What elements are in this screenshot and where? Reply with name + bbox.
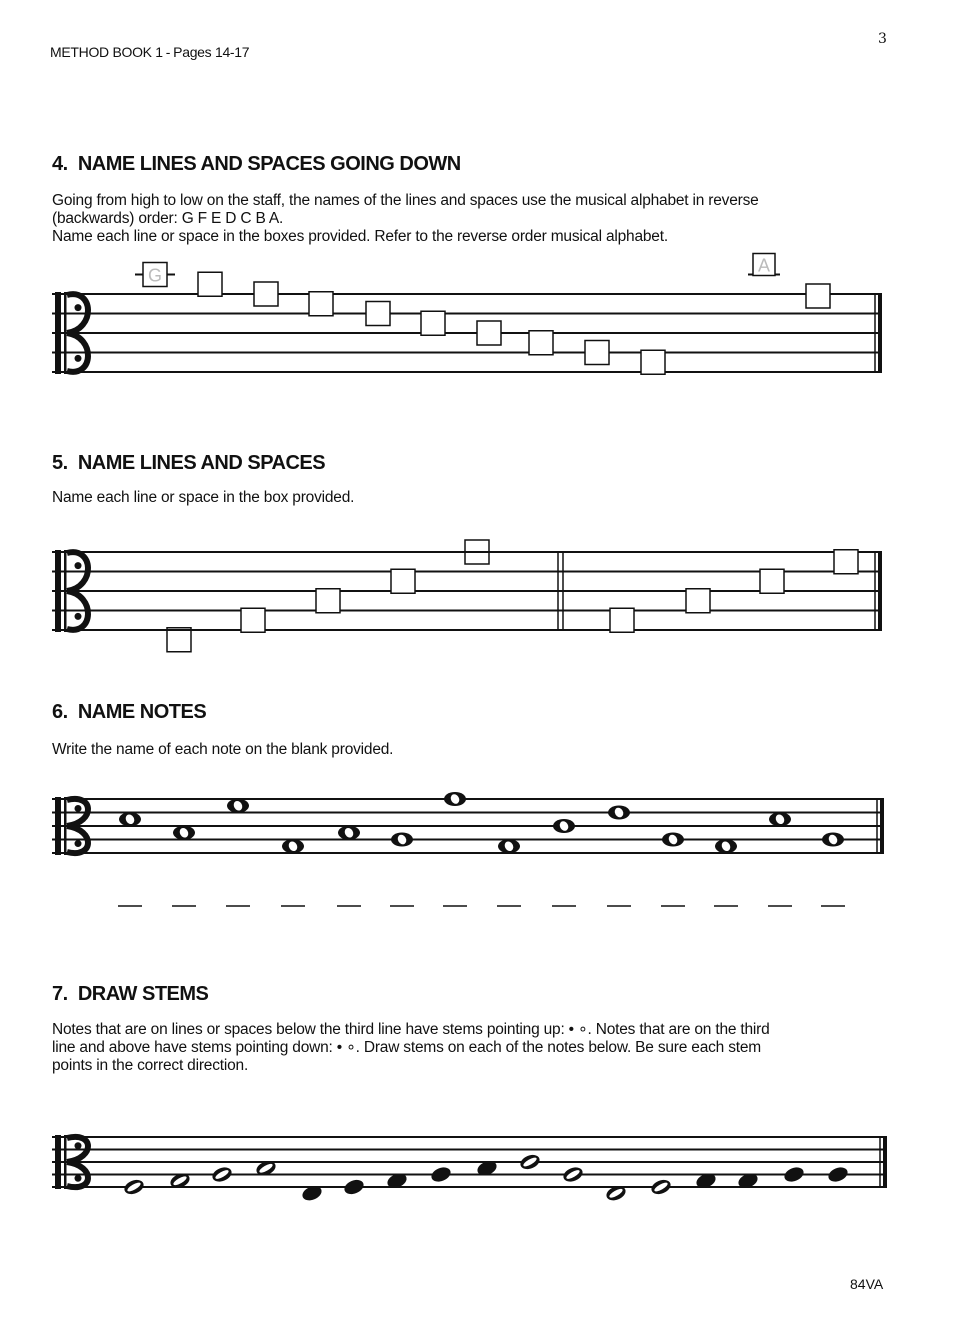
whole-note <box>338 826 360 840</box>
answer-box <box>391 569 415 593</box>
whole-note <box>444 792 466 806</box>
note-head <box>342 1177 365 1197</box>
whole-note <box>282 839 304 853</box>
answer-box <box>641 350 665 374</box>
answer-box-frame <box>806 284 830 308</box>
answer-box <box>585 341 609 365</box>
final-barline-thick <box>883 1137 887 1187</box>
section-7-title: DRAW STEMS <box>77 983 209 1005</box>
answer-box-frame <box>477 321 501 345</box>
footer-code: 84VA <box>850 1276 884 1292</box>
answer-box <box>167 628 191 652</box>
answer-box <box>477 321 501 345</box>
instruction-line: line and above have stems pointing down: • ∘. Draw stems on each of the notes below. Be sure each stem <box>52 1039 762 1056</box>
whole-note <box>662 833 684 847</box>
staff-exercise-5 <box>52 540 882 652</box>
clef-dot <box>75 1142 82 1149</box>
answer-box-frame <box>167 628 191 652</box>
answer-box <box>610 608 634 632</box>
instruction-line: points in the correct direction. <box>52 1057 249 1074</box>
answer-box-frame <box>421 311 445 335</box>
half-notehead <box>561 1165 584 1185</box>
note-head <box>429 1165 452 1185</box>
answer-box <box>309 292 333 316</box>
answer-box <box>421 311 445 335</box>
whole-note <box>769 812 791 826</box>
book-header: METHOD BOOK 1 - Pages 14-17 <box>50 44 250 60</box>
answer-box <box>753 254 775 276</box>
section-4-title: NAME LINES AND SPACES GOING DOWN <box>77 153 461 175</box>
answer-box-frame <box>241 608 265 632</box>
answer-box-frame <box>391 569 415 593</box>
section-6-title: NAME NOTES <box>77 701 207 723</box>
quarter-notehead <box>342 1177 365 1197</box>
half-notehead <box>649 1177 672 1197</box>
clef-dot <box>75 1175 82 1182</box>
answer-box-example-letter: A <box>757 255 771 276</box>
section-5-number: 5. <box>52 452 68 474</box>
section-5-title: NAME LINES AND SPACES <box>77 452 326 474</box>
section-7-number: 7. <box>52 983 68 1005</box>
answer-box-frame <box>610 608 634 632</box>
instruction-line: Name each line or space in the boxes provided. Refer to the reverse order musical alphabet. <box>52 228 668 245</box>
whole-note <box>391 833 413 847</box>
note-head <box>782 1165 805 1185</box>
half-notehead <box>122 1177 145 1197</box>
answer-box <box>241 608 265 632</box>
answer-box <box>366 302 390 326</box>
answer-box <box>834 550 858 574</box>
section-6-number: 6. <box>52 701 68 723</box>
clef-dot <box>75 304 82 311</box>
whole-note <box>227 799 249 813</box>
answer-box-frame <box>529 331 553 355</box>
half-notehead <box>210 1165 233 1185</box>
book-title: METHOD BOOK 1 <box>50 44 163 60</box>
whole-note <box>119 812 141 826</box>
whole-note <box>498 839 520 853</box>
answer-box <box>529 331 553 355</box>
final-barline-thick <box>880 799 884 853</box>
quarter-notehead <box>826 1165 849 1185</box>
instruction-line: Notes that are on lines or spaces below the third line have stems pointing up: • ∘. Notes that are on the third <box>52 1021 770 1038</box>
answer-box-frame <box>686 589 710 613</box>
clef-thin-bar <box>64 797 67 855</box>
page-range: Pages 14-17 <box>173 44 250 60</box>
instruction-line: Write the name of each note on the blank provided. <box>52 741 394 758</box>
whole-note <box>715 839 737 853</box>
answer-box-frame <box>585 341 609 365</box>
whole-note <box>608 806 630 820</box>
answer-box-example-letter: G <box>147 265 163 286</box>
staff-exercise-6 <box>52 792 884 906</box>
answer-box-frame <box>309 292 333 316</box>
section-4-number: 4. <box>52 153 68 175</box>
quarter-notehead <box>429 1165 452 1185</box>
clef-thin-bar <box>64 1135 67 1189</box>
answer-box <box>686 589 710 613</box>
page-number: 3 <box>878 31 887 47</box>
answer-box-frame <box>760 569 784 593</box>
whole-note <box>173 826 195 840</box>
clef-dot <box>75 355 82 362</box>
instruction-line: (backwards) order: G F E D C B A. <box>52 210 284 227</box>
instruction-line: Name each line or space in the box provided. <box>52 489 355 506</box>
answer-box-frame <box>834 550 858 574</box>
staff-exercise-4 <box>52 254 882 375</box>
final-barline-thick <box>878 552 882 630</box>
answer-box-frame <box>254 282 278 306</box>
quarter-notehead <box>782 1165 805 1185</box>
answer-box <box>760 569 784 593</box>
answer-box <box>198 272 222 296</box>
clef-thin-bar <box>64 550 67 632</box>
answer-box-frame <box>366 302 390 326</box>
clef-thick-bar <box>55 292 61 374</box>
half-notehead <box>518 1152 541 1172</box>
whole-note <box>553 819 575 833</box>
staff-exercise-7 <box>52 1135 887 1203</box>
clef-dot <box>75 805 82 812</box>
answer-box <box>143 263 167 287</box>
clef-thick-bar <box>55 550 61 632</box>
clef-thin-bar <box>64 292 67 374</box>
whole-note <box>822 833 844 847</box>
answer-box <box>316 589 340 613</box>
clef-dot <box>75 562 82 569</box>
note-head <box>826 1165 849 1185</box>
answer-box <box>254 282 278 306</box>
final-barline-thick <box>878 294 882 372</box>
instruction-line: Going from high to low on the staff, the names of the lines and spaces use the musical alphabet in reverse <box>52 192 759 209</box>
answer-box <box>806 284 830 308</box>
answer-box-frame <box>198 272 222 296</box>
answer-box-frame <box>641 350 665 374</box>
answer-box-frame <box>316 589 340 613</box>
clef-thick-bar <box>55 1135 61 1189</box>
clef-thick-bar <box>55 797 61 855</box>
clef-dot <box>75 613 82 620</box>
clef-dot <box>75 840 82 847</box>
